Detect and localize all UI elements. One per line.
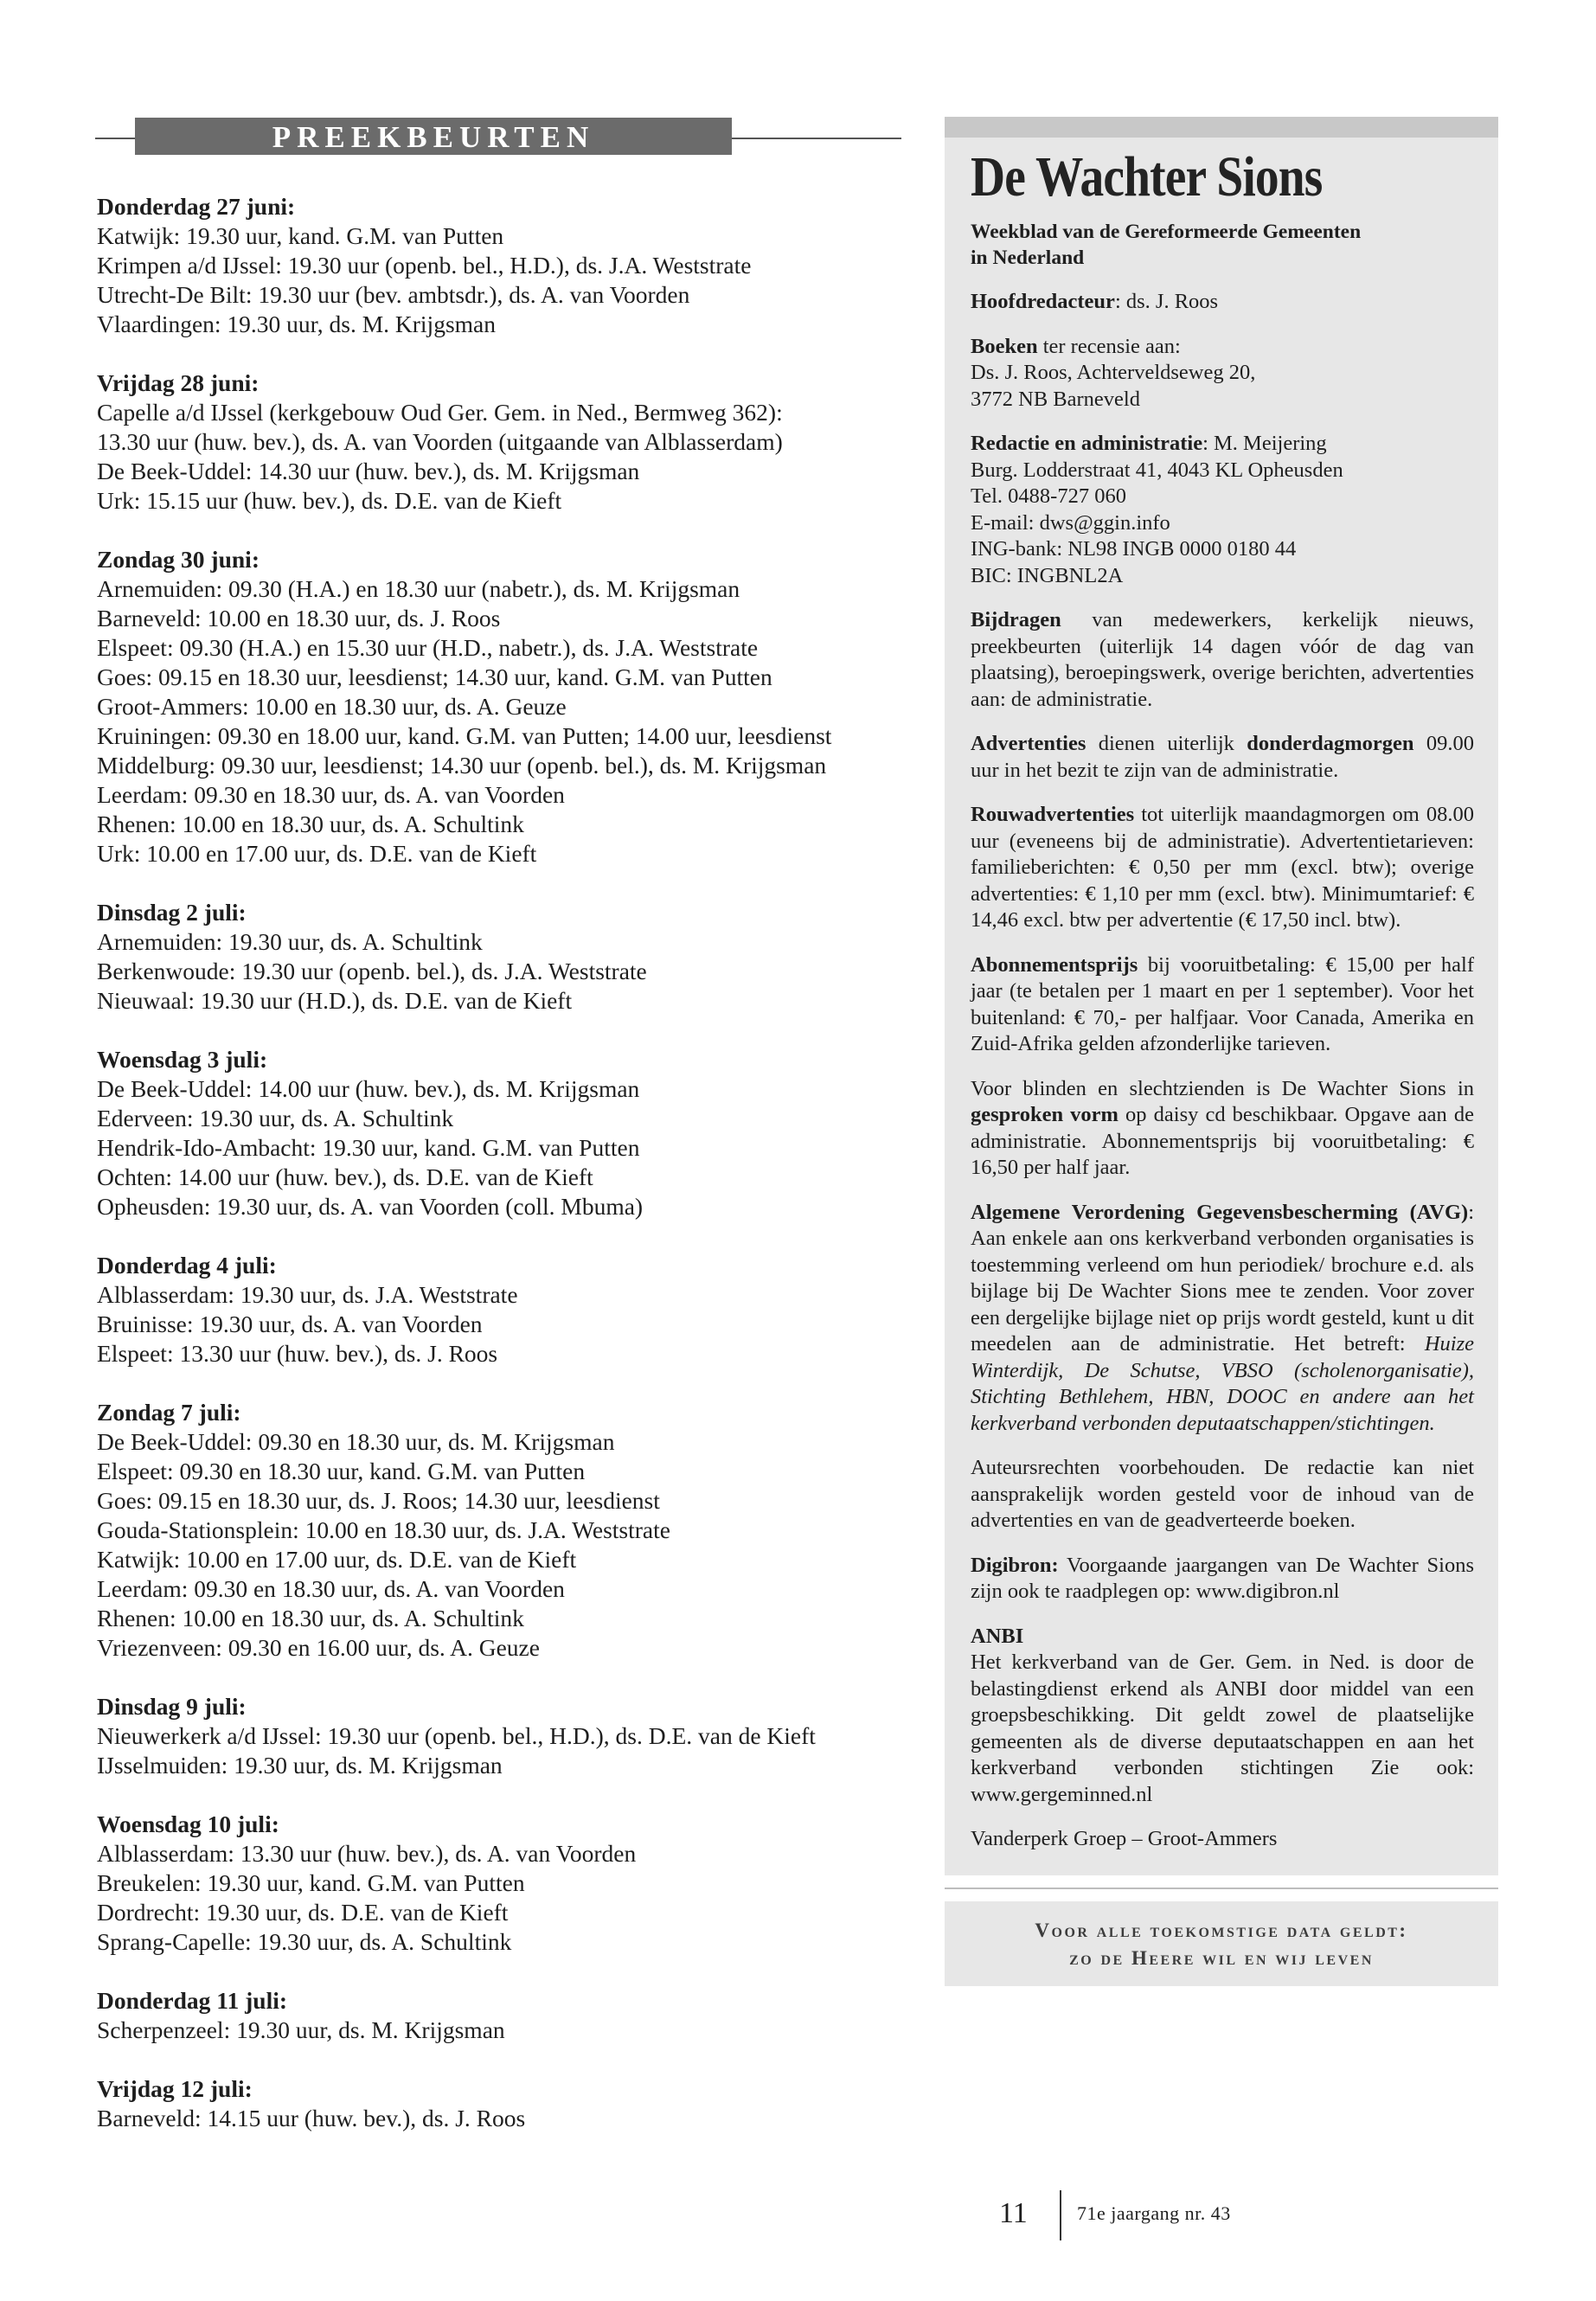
blinden-pre: Voor blinden en slechtzienden is De Wachter Sions in: [971, 1076, 1474, 1100]
colophon-box: [945, 138, 1498, 1875]
sermon-entry: Middelburg: 09.30 uur, leesdienst; 14.30 uur (openb. bel.), ds. M. Krijgsman: [97, 752, 827, 779]
redactie-label: Redactie en administratie: [971, 432, 1203, 455]
advertenties-label: Advertenties: [971, 732, 1086, 755]
sermon-day-title: Donderdag 11 juli:: [97, 1987, 288, 2014]
sermon-entry: Vriezenveen: 09.30 en 16.00 uur, ds. A. Geuze: [97, 1634, 540, 1661]
closing-line-2: zo de Heere wil en wij leven: [1069, 1946, 1374, 1969]
sermon-entry: Leerdam: 09.30 en 18.30 uur, ds. A. van Voorden: [97, 1575, 565, 1602]
advertenties-mid: dienen uiterlijk: [1086, 732, 1247, 755]
sermon-entry: Utrecht-De Bilt: 19.30 uur (bev. ambtsdr.), ds. A. van Voorden: [97, 281, 690, 308]
footer-divider: [1060, 2190, 1061, 2240]
sermon-entry: Nieuwaal: 19.30 uur (H.D.), ds. D.E. van de Kieft: [97, 987, 573, 1014]
auteursrechten-block: Auteursrechten voorbehouden. De redactie kan niet aansprakelijk worden gesteld voor de inhoud van de advertenties en van de geadverteerde boeken.: [971, 1456, 1474, 1532]
sermon-entry: Ederveen: 19.30 uur, ds. A. Schultink: [97, 1105, 454, 1131]
sermon-entry: Barneveld: 14.15 uur (huw. bev.), ds. J. Roos: [97, 2105, 526, 2131]
colophon-column: [945, 117, 1498, 1986]
volume-issue: 71e jaargang nr. 43: [1077, 2202, 1231, 2224]
sermon-day: [97, 1810, 901, 1957]
sermon-entry: De Beek-Uddel: 14.30 uur (huw. bev.), ds. M. Krijgsman: [97, 458, 640, 484]
closing-line-1: Voor alle toekomstige data geldt:: [1035, 1919, 1408, 1941]
sermon-day-title: Vrijdag 12 juli:: [97, 2075, 253, 2102]
sermon-entry: Barneveld: 10.00 en 18.30 uur, ds. J. Roos: [97, 605, 501, 631]
sermon-entry: Alblasserdam: 13.30 uur (huw. bev.), ds. A. van Voorden: [97, 1840, 637, 1867]
digibron-text: Voorgaande jaargangen van De Wachter Sions zijn ook te raadplegen op: www.digibron.nl: [971, 1553, 1474, 1603]
sermon-day: [97, 1045, 901, 1221]
sermon-entry: IJsselmuiden: 19.30 uur, ds. M. Krijgsman: [97, 1752, 503, 1779]
sermon-entry: Arnemuiden: 09.30 (H.A.) en 18.30 uur (nabetr.), ds. M. Krijgsman: [97, 575, 740, 602]
abonnement-block: [971, 952, 1474, 1058]
sermon-entry: Hendrik-Ido-Ambacht: 19.30 uur, kand. G.M. van Putten: [97, 1134, 640, 1161]
sermon-day: [97, 1251, 901, 1368]
sermon-day-title: Vrijdag 28 juni:: [97, 369, 260, 396]
preekbeurten-column: [97, 114, 901, 2163]
advertenties-deadline: donderdagmorgen: [1247, 732, 1414, 755]
rouwadvertenties-text: tot uiterlijk maandagmorgen om 08.00 uur (eveneens bij de administratie). Advertentietarieven: familieberichten: € 0,50 per mm (excl. btw); overige advertenties: € 1,10 per mm (excl. btw). Minimumtarief: € 14,46 excl. btw per advertentie (€ 17,50 incl. btw).: [971, 803, 1474, 932]
boeken-label: Boeken: [971, 334, 1038, 358]
digibron-block: [971, 1553, 1474, 1606]
boeken-line: 3772 NB Barneveld: [971, 387, 1140, 411]
anbi-text: Het kerkverband van de Ger. Gem. in Ned. is door de belastingdienst erkend als ANBI door middel van een groepsbeschikking. Dit geldt zowel de plaatselijke gemeenten als de diverse deputaatschappen en aan het kerkverband verbonden stichtingen Zie ook: www.gergeminned.nl: [971, 1650, 1474, 1806]
closing-divider: [945, 1888, 1498, 1889]
sermon-day: [97, 1692, 901, 1780]
sermon-entry: Kruiningen: 09.30 en 18.00 uur, kand. G.M. van Putten; 14.00 uur, leesdienst: [97, 722, 832, 749]
avg-organisations: Huize Winterdijk, De Schutse, VBSO (scholenorganisatie), Stichting Bethlehem, HBN, DOOC en andere aan het kerkverband verbonden deputaatschappen/stichtingen.: [971, 1332, 1474, 1435]
avg-block: [971, 1200, 1474, 1438]
preekbeurten-header: [97, 114, 901, 154]
sermon-entry: Breukelen: 19.30 uur, kand. G.M. van Putten: [97, 1869, 525, 1896]
rouwadvertenties-block: [971, 802, 1474, 934]
sermon-entry: Elspeet: 09.30 (H.A.) en 15.30 uur (H.D., nabetr.), ds. J.A. Weststrate: [97, 634, 759, 661]
blinden-post: op daisy cd beschikbaar. Opgave aan de administratie. Abonnementsprijs bij vooruitbetaling: € 16,50 per half jaar.: [971, 1103, 1474, 1179]
sermon-entry: Ochten: 14.00 uur (huw. bev.), ds. D.E. van de Kieft: [97, 1163, 593, 1190]
boeken-line: Ds. J. Roos, Achterveldseweg 20,: [971, 361, 1256, 384]
sermon-day: [97, 2074, 901, 2133]
sermon-entry: Urk: 10.00 en 17.00 uur, ds. D.E. van de Kieft: [97, 840, 537, 867]
sermon-entry: Katwijk: 10.00 en 17.00 uur, ds. D.E. van de Kieft: [97, 1546, 577, 1573]
rouwadvertenties-label: Rouwadvertenties: [971, 803, 1135, 826]
redactie-value: : M. Meijering: [1202, 432, 1327, 455]
closing-motto: [945, 1901, 1498, 1986]
sermon-entry: Groot-Ammers: 10.00 en 18.30 uur, ds. A. Geuze: [97, 693, 567, 720]
bijdragen-text: van medewerkers, kerkelijk nieuws, preekbeurten (uiterlijk 14 dagen vóór de dag van plaatsing), beroepingswerk, overige berichten, advertenties aan: de administratie.: [971, 608, 1474, 711]
redactie-line: ING-bank: NL98 INGB 0000 0180 44: [971, 537, 1297, 561]
sermon-entry: De Beek-Uddel: 09.30 en 18.30 uur, ds. M. Krijgsman: [97, 1428, 615, 1455]
sermon-entry: 13.30 uur (huw. bev.), ds. A. van Voorden (uitgaande van Alblasserdam): [97, 428, 783, 455]
avg-label: Algemene Verordening Gegevensbescherming (AVG): [971, 1200, 1469, 1224]
hoofdredacteur-value: : ds. J. Roos: [1114, 290, 1219, 313]
magazine-subtitle: [971, 219, 1474, 271]
anbi-label: ANBI: [971, 1624, 1024, 1648]
sermon-entry: Berkenwoude: 19.30 uur (openb. bel.), ds. J.A. Weststrate: [97, 958, 647, 984]
boeken-block: [971, 334, 1474, 413]
sermon-entry: Gouda-Stationsplein: 10.00 en 18.30 uur, ds. J.A. Weststrate: [97, 1516, 670, 1543]
avg-text: : Aan enkele aan ons kerkverband verbonden organisaties is toestemming verleend om hun periodiek/ brochure e.d. als bijlage bij De Wachter Sions mee te zenden. Voor zover een dergelijke bijlage niet op prijs wordt gesteld, kunt u dit meedelen aan de administratie. Het betreft:: [971, 1200, 1474, 1356]
header-rule-left: [95, 138, 137, 139]
sermon-entry: Nieuwerkerk a/d IJssel: 19.30 uur (openb. bel., H.D.), ds. D.E. van de Kieft: [97, 1722, 816, 1749]
boeken-value: ter recensie aan:: [1037, 334, 1181, 358]
sermon-entry: Leerdam: 09.30 en 18.30 uur, ds. A. van Voorden: [97, 781, 565, 808]
digibron-label: Digibron:: [971, 1553, 1059, 1577]
sermon-entry: Scherpenzeel: 19.30 uur, ds. M. Krijgsman: [97, 2016, 505, 2043]
subtitle-line-1: Weekblad van de Gereformeerde Gemeenten: [971, 221, 1362, 243]
bijdragen-block: [971, 607, 1474, 713]
sermon-day-title: Zondag 7 juli:: [97, 1399, 241, 1426]
abonnement-label: Abonnementsprijs: [971, 952, 1138, 977]
sermon-entry: De Beek-Uddel: 14.00 uur (huw. bev.), ds. M. Krijgsman: [97, 1075, 640, 1102]
sermon-day: [97, 369, 901, 516]
sermon-entry: Goes: 09.15 en 18.30 uur, leesdienst; 14.30 uur, kand. G.M. van Putten: [97, 663, 772, 690]
sermon-entry: Krimpen a/d IJssel: 19.30 uur (openb. bel., H.D.), ds. J.A. Weststrate: [97, 252, 752, 279]
sermon-entry: Katwijk: 19.30 uur, kand. G.M. van Putten: [97, 222, 504, 249]
sermon-day: [97, 898, 901, 1016]
sermon-day-title: Dinsdag 2 juli:: [97, 899, 247, 926]
advertenties-rest: 09.00 uur in het bezit te zijn van de administratie.: [971, 732, 1475, 782]
redactie-line: Burg. Lodderstraat 41, 4043 KL Opheusden: [971, 458, 1343, 482]
sermon-entry: Bruinisse: 19.30 uur, ds. A. van Voorden: [97, 1311, 483, 1337]
abonnement-text: bij vooruitbetaling: € 15,00 per half jaar (te betalen per 1 maart en per 1 september). Voor het buitenland: € 70,- per halfjaar. Voor Canada, Amerika en Zuid-Afrika gelden afzonderlijke tarieven.: [971, 952, 1474, 1055]
sermon-day: [97, 1986, 901, 2045]
bijdragen-label: Bijdragen: [971, 608, 1061, 631]
preekbeurten-title: PREEKBEURTEN: [135, 118, 732, 155]
sermon-entry: Capelle a/d IJssel (kerkgebouw Oud Ger. Gem. in Ned., Bermweg 362):: [97, 399, 783, 426]
sermon-entry: Rhenen: 10.00 en 18.30 uur, ds. A. Schultink: [97, 1605, 524, 1631]
sermon-entry: Opheusden: 19.30 uur, ds. A. van Voorden (coll. Mbuma): [97, 1193, 644, 1220]
sermon-entry: Rhenen: 10.00 en 18.30 uur, ds. A. Schultink: [97, 811, 524, 837]
sermon-entry: Goes: 09.15 en 18.30 uur, ds. J. Roos; 14.30 uur, leesdienst: [97, 1487, 660, 1514]
sermon-entry: Urk: 15.15 uur (huw. bev.), ds. D.E. van de Kieft: [97, 487, 562, 514]
sermon-entry: Vlaardingen: 19.30 uur, ds. M. Krijgsman: [97, 311, 496, 337]
redactie-line: Tel. 0488-727 060: [971, 484, 1126, 508]
sermon-day: [97, 192, 901, 339]
page-number: 11: [999, 2197, 1028, 2229]
magazine-title: De Wachter Sions: [971, 145, 1323, 208]
colophon-top-bar: [945, 117, 1498, 138]
anbi-block: [971, 1624, 1474, 1809]
printer: Vanderperk Groep – Groot-Ammers: [971, 1827, 1278, 1850]
page-footer: [0, 2190, 1596, 2242]
sermon-entry: Arnemuiden: 19.30 uur, ds. A. Schultink: [97, 928, 483, 955]
sermon-entry: Elspeet: 13.30 uur (huw. bev.), ds. J. Roos: [97, 1340, 498, 1367]
sermon-day-title: Woensdag 3 juli:: [97, 1046, 268, 1073]
sermon-day: [97, 1398, 901, 1663]
sermon-day-title: Zondag 30 juni:: [97, 546, 260, 573]
sermon-day-title: Woensdag 10 juli:: [97, 1811, 279, 1837]
sermon-day-title: Donderdag 4 juli:: [97, 1252, 277, 1279]
blinden-block: [971, 1076, 1474, 1182]
advertenties-block: [971, 731, 1474, 784]
hoofdredacteur-label: Hoofdredacteur: [971, 290, 1115, 313]
email-line: E-mail: dws@ggin.info: [971, 510, 1170, 535]
sermon-day-title: Donderdag 27 juni:: [97, 193, 296, 220]
blinden-bold: gesproken vorm: [971, 1103, 1118, 1126]
subtitle-line-2: in Nederland: [971, 247, 1085, 269]
hoofdredacteur: [971, 289, 1474, 316]
sermon-day: [97, 545, 901, 868]
sermon-entry: Alblasserdam: 19.30 uur, ds. J.A. Weststrate: [97, 1281, 518, 1308]
header-rule-right: [732, 138, 901, 139]
sermon-entry: Sprang-Capelle: 19.30 uur, ds. A. Schultink: [97, 1928, 512, 1955]
sermon-day-title: Dinsdag 9 juli:: [97, 1693, 247, 1720]
redactie-line: BIC: INGBNL2A: [971, 563, 1124, 587]
sermon-entry: Elspeet: 09.30 en 18.30 uur, kand. G.M. van Putten: [97, 1458, 586, 1484]
sermon-entry: Dordrecht: 19.30 uur, ds. D.E. van de Kieft: [97, 1899, 509, 1926]
redactie-block: [971, 431, 1474, 589]
sermon-list: [97, 192, 901, 2133]
